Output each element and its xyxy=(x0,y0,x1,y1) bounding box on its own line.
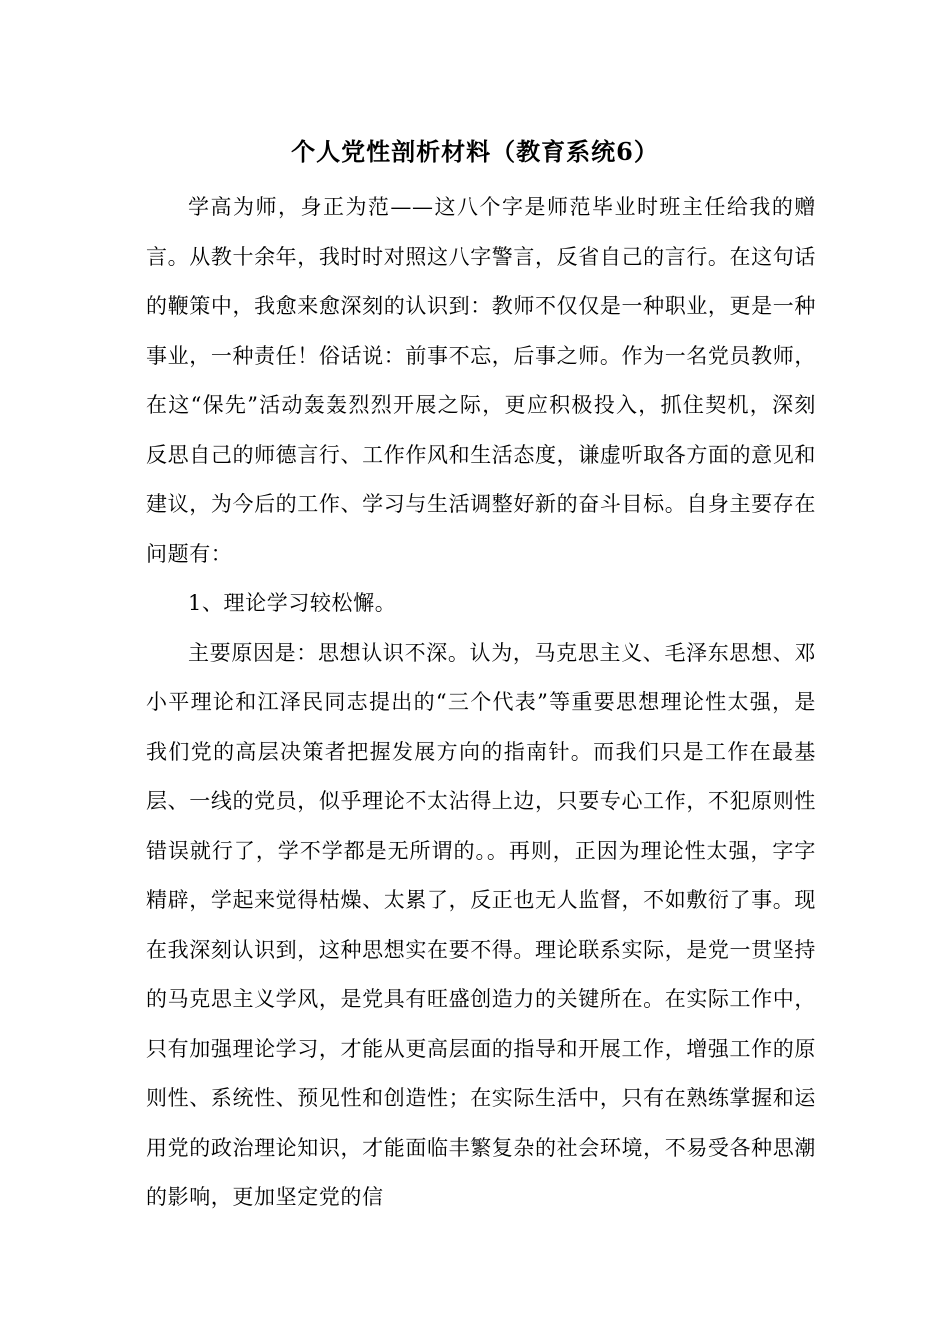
document-title: 个人党性剖析材料（教育系统6） xyxy=(291,137,659,166)
paragraph-intro: 学高为师，身正为范——这八个字是师范毕业时班主任给我的赠言。从教十余年，我时时对照这八字警言，反省自己的言行。在这句话的鞭策中，我愈来愈深刻的认识到：教师不仅仅是一种职业，更是一种事业，一种责任！俗话说：前事不忘，后事之师。作为一名党员教师，在这“保先”活动轰轰烈烈开展之际，更应积极投入，抓住契机，深刻反思自己的师德言行、工作作风和生活态度，谦虚听取各方面的意见和建议，为今后的工作、学习与生活调整好新的奋斗目标。自身主要存在问题有： xyxy=(146,195,816,566)
paragraph-reason: 主要原因是：思想认识不深。认为，马克思主义、毛泽东思想、邓小平理论和江泽民同志提出的“三个代表”等重要思想理论性太强，是我们党的高层决策者把握发展方向的指南针。而我们只是工作在最基层、一线的党员，似乎理论不太沾得上边，只要专心工作，不犯原则性错误就行了，学不学都是无所谓的。。再则，正因为理论性太强，字字精辟，学起来觉得枯燥、太累了，反正也无人监督，不如敷衍了事。现在我深刻认识到，这种思想实在要不得。理论联系实际，是党一贯坚持的马克思主义学风，是党具有旺盛创造力的关键所在。在实际工作中，只有加强理论学习，才能从更高层面的指导和开展工作，增强工作的原则性、系统性、预见性和创造性；在实际生活中，只有在熟练掌握和运用党的政治理论知识，才能面临丰繁复杂的社会环境，不易受各种思潮的影响，更加坚定党的信 xyxy=(146,640,816,1209)
paragraph-heading-1: 1、理论学习较松懈。 xyxy=(188,591,397,615)
document-body xyxy=(146,183,816,1223)
